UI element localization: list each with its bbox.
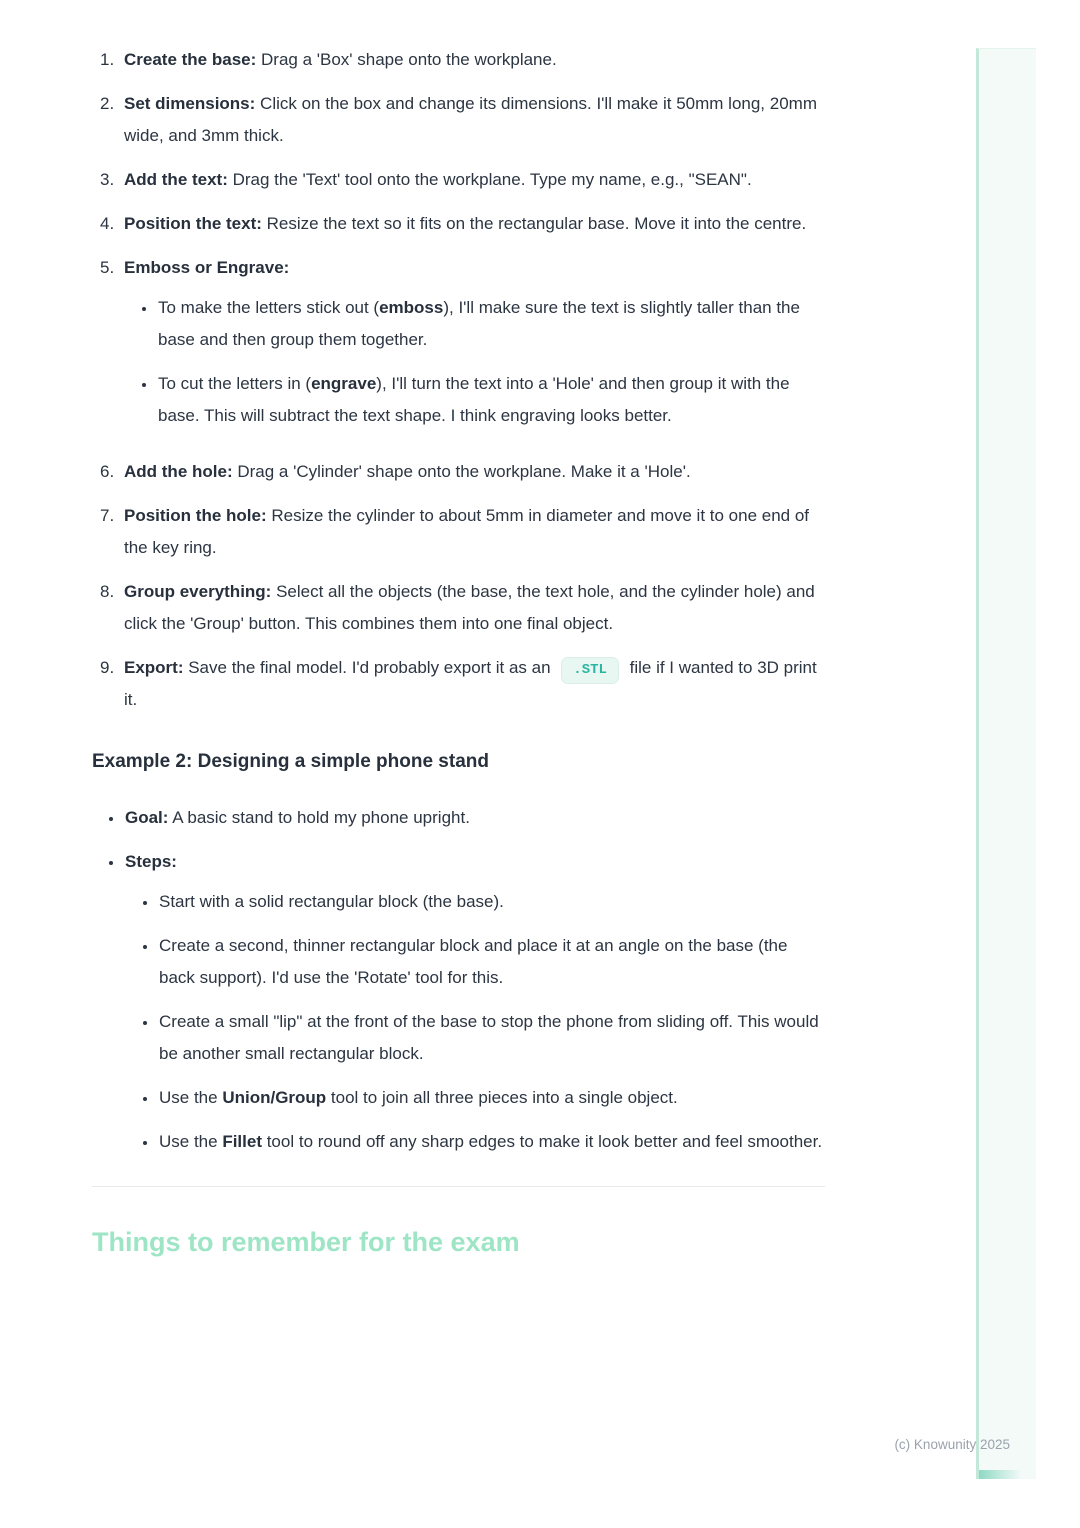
example2-heading: Example 2: Designing a simple phone stand [92,751,489,772]
text-run: Save the final model. I'd probably export it as an [183,658,556,677]
item-text [124,88,825,152]
sub-bullet-item [158,930,825,994]
numbered-item [92,44,825,76]
text-run: ), I'll turn the text into a 'Hole' and then group it with the base. This will subtract the text shape. I think engraving looks better. [158,374,790,425]
item-text [124,456,825,488]
text-run: Resize the cylinder to about 5mm in diameter and move it to one end of the key ring. [124,506,810,557]
numbered-item [92,576,825,640]
bold-text: Goal: [125,808,169,827]
text-run: tool to join all three pieces into a single object. [326,1088,678,1107]
section-divider [92,1186,825,1187]
bold-text: Position the text: [124,214,262,233]
stl-file-badge: .STL [561,657,619,684]
copyright-footer: (c) Knowunity 2025 [894,1437,1010,1452]
item-number: 8. [100,582,115,601]
item-text [124,652,825,716]
text-run: file if I wanted to 3D print it. [124,658,817,709]
bullet-item [124,846,825,1158]
bold-text: Union/Group [222,1088,327,1107]
bold-text: Fillet [222,1132,262,1151]
item-text [124,576,825,640]
bold-text: Position the hole: [124,506,267,525]
example2-bullet-list [92,802,825,1158]
item-text [124,500,825,564]
document-content [92,44,825,1259]
numbered-item [92,500,825,564]
item-number: 3. [100,170,115,189]
text-run: Select all the objects (the base, the text hole, and the cylinder hole) and click the 'Group' button. This combines them into one final object. [124,582,815,633]
text-run: Drag a 'Box' shape onto the workplane. [256,50,557,69]
sub-bullet-item [158,1082,825,1114]
numbered-item [92,88,825,152]
sub-bullet-item [158,886,825,918]
text-run: Click on the box and change its dimensions. I'll make it 50mm long, 20mm wide, and 3mm thick. [124,94,817,145]
page-edge-strip [976,48,1036,1479]
text-run: Drag the 'Text' tool onto the workplane. Type my name, e.g., "SEAN". [227,170,752,189]
sub-bullet-item [157,368,825,432]
bold-text: Add the text: [124,170,228,189]
sub-bullet-item [158,1126,825,1158]
text-run: ), I'll make sure the text is slightly taller than the base and then group them together. [158,298,800,349]
numbered-item [92,456,825,488]
text-run: To cut the letters in ( [158,374,312,393]
numbered-list [92,44,825,716]
item-number: 9. [100,658,115,677]
sub-bullet-list [125,886,825,1158]
numbered-item [92,252,825,444]
text-run: tool to round off any sharp edges to make it look better and feel smoother. [261,1132,823,1151]
item-number: 2. [100,94,115,113]
numbered-item [92,164,825,196]
item-text [124,164,825,196]
sub-bullet-list [124,292,825,432]
bullet-item [124,802,825,834]
bold-text: emboss [379,298,444,317]
bold-text: Add the hole: [124,462,233,481]
bold-text: engrave [311,374,377,393]
exam-section-heading: Things to remember for the exam [92,1227,520,1257]
numbered-item [92,652,825,716]
item-text [124,208,825,240]
bold-text: Set dimensions: [124,94,256,113]
text-run: To make the letters stick out ( [158,298,380,317]
text-run: Create a second, thinner rectangular block and place it at an angle on the base (the back support). I'd use the 'Rotate' tool for this. [159,936,788,987]
bold-text: Emboss or Engrave: [124,258,290,277]
bold-text: Steps: [125,852,177,871]
sub-bullet-item [157,292,825,356]
text-run: Resize the text so it fits on the rectangular base. Move it into the centre. [261,214,807,233]
text-run: Use the [159,1088,223,1107]
bold-text: Create the base: [124,50,257,69]
strip-gradient-cap [979,1470,1021,1479]
item-number: 5. [100,258,115,277]
sub-bullet-item [158,1006,825,1070]
numbered-item [92,208,825,240]
item-number: 4. [100,214,115,233]
text-run: A basic stand to hold my phone upright. [168,808,470,827]
bold-text: Export: [124,658,184,677]
text-run: Drag a 'Cylinder' shape onto the workplane. Make it a 'Hole'. [232,462,691,481]
text-run: Use the [159,1132,223,1151]
item-number: 1. [100,50,115,69]
item-number: 6. [100,462,115,481]
item-number: 7. [100,506,115,525]
text-run: Create a small "lip" at the front of the base to stop the phone from sliding off. This would be another small rectangular block. [159,1012,819,1063]
item-text [124,44,825,76]
item-text [124,252,825,444]
text-run: Start with a solid rectangular block (the base). [159,892,504,911]
bold-text: Group everything: [124,582,272,601]
